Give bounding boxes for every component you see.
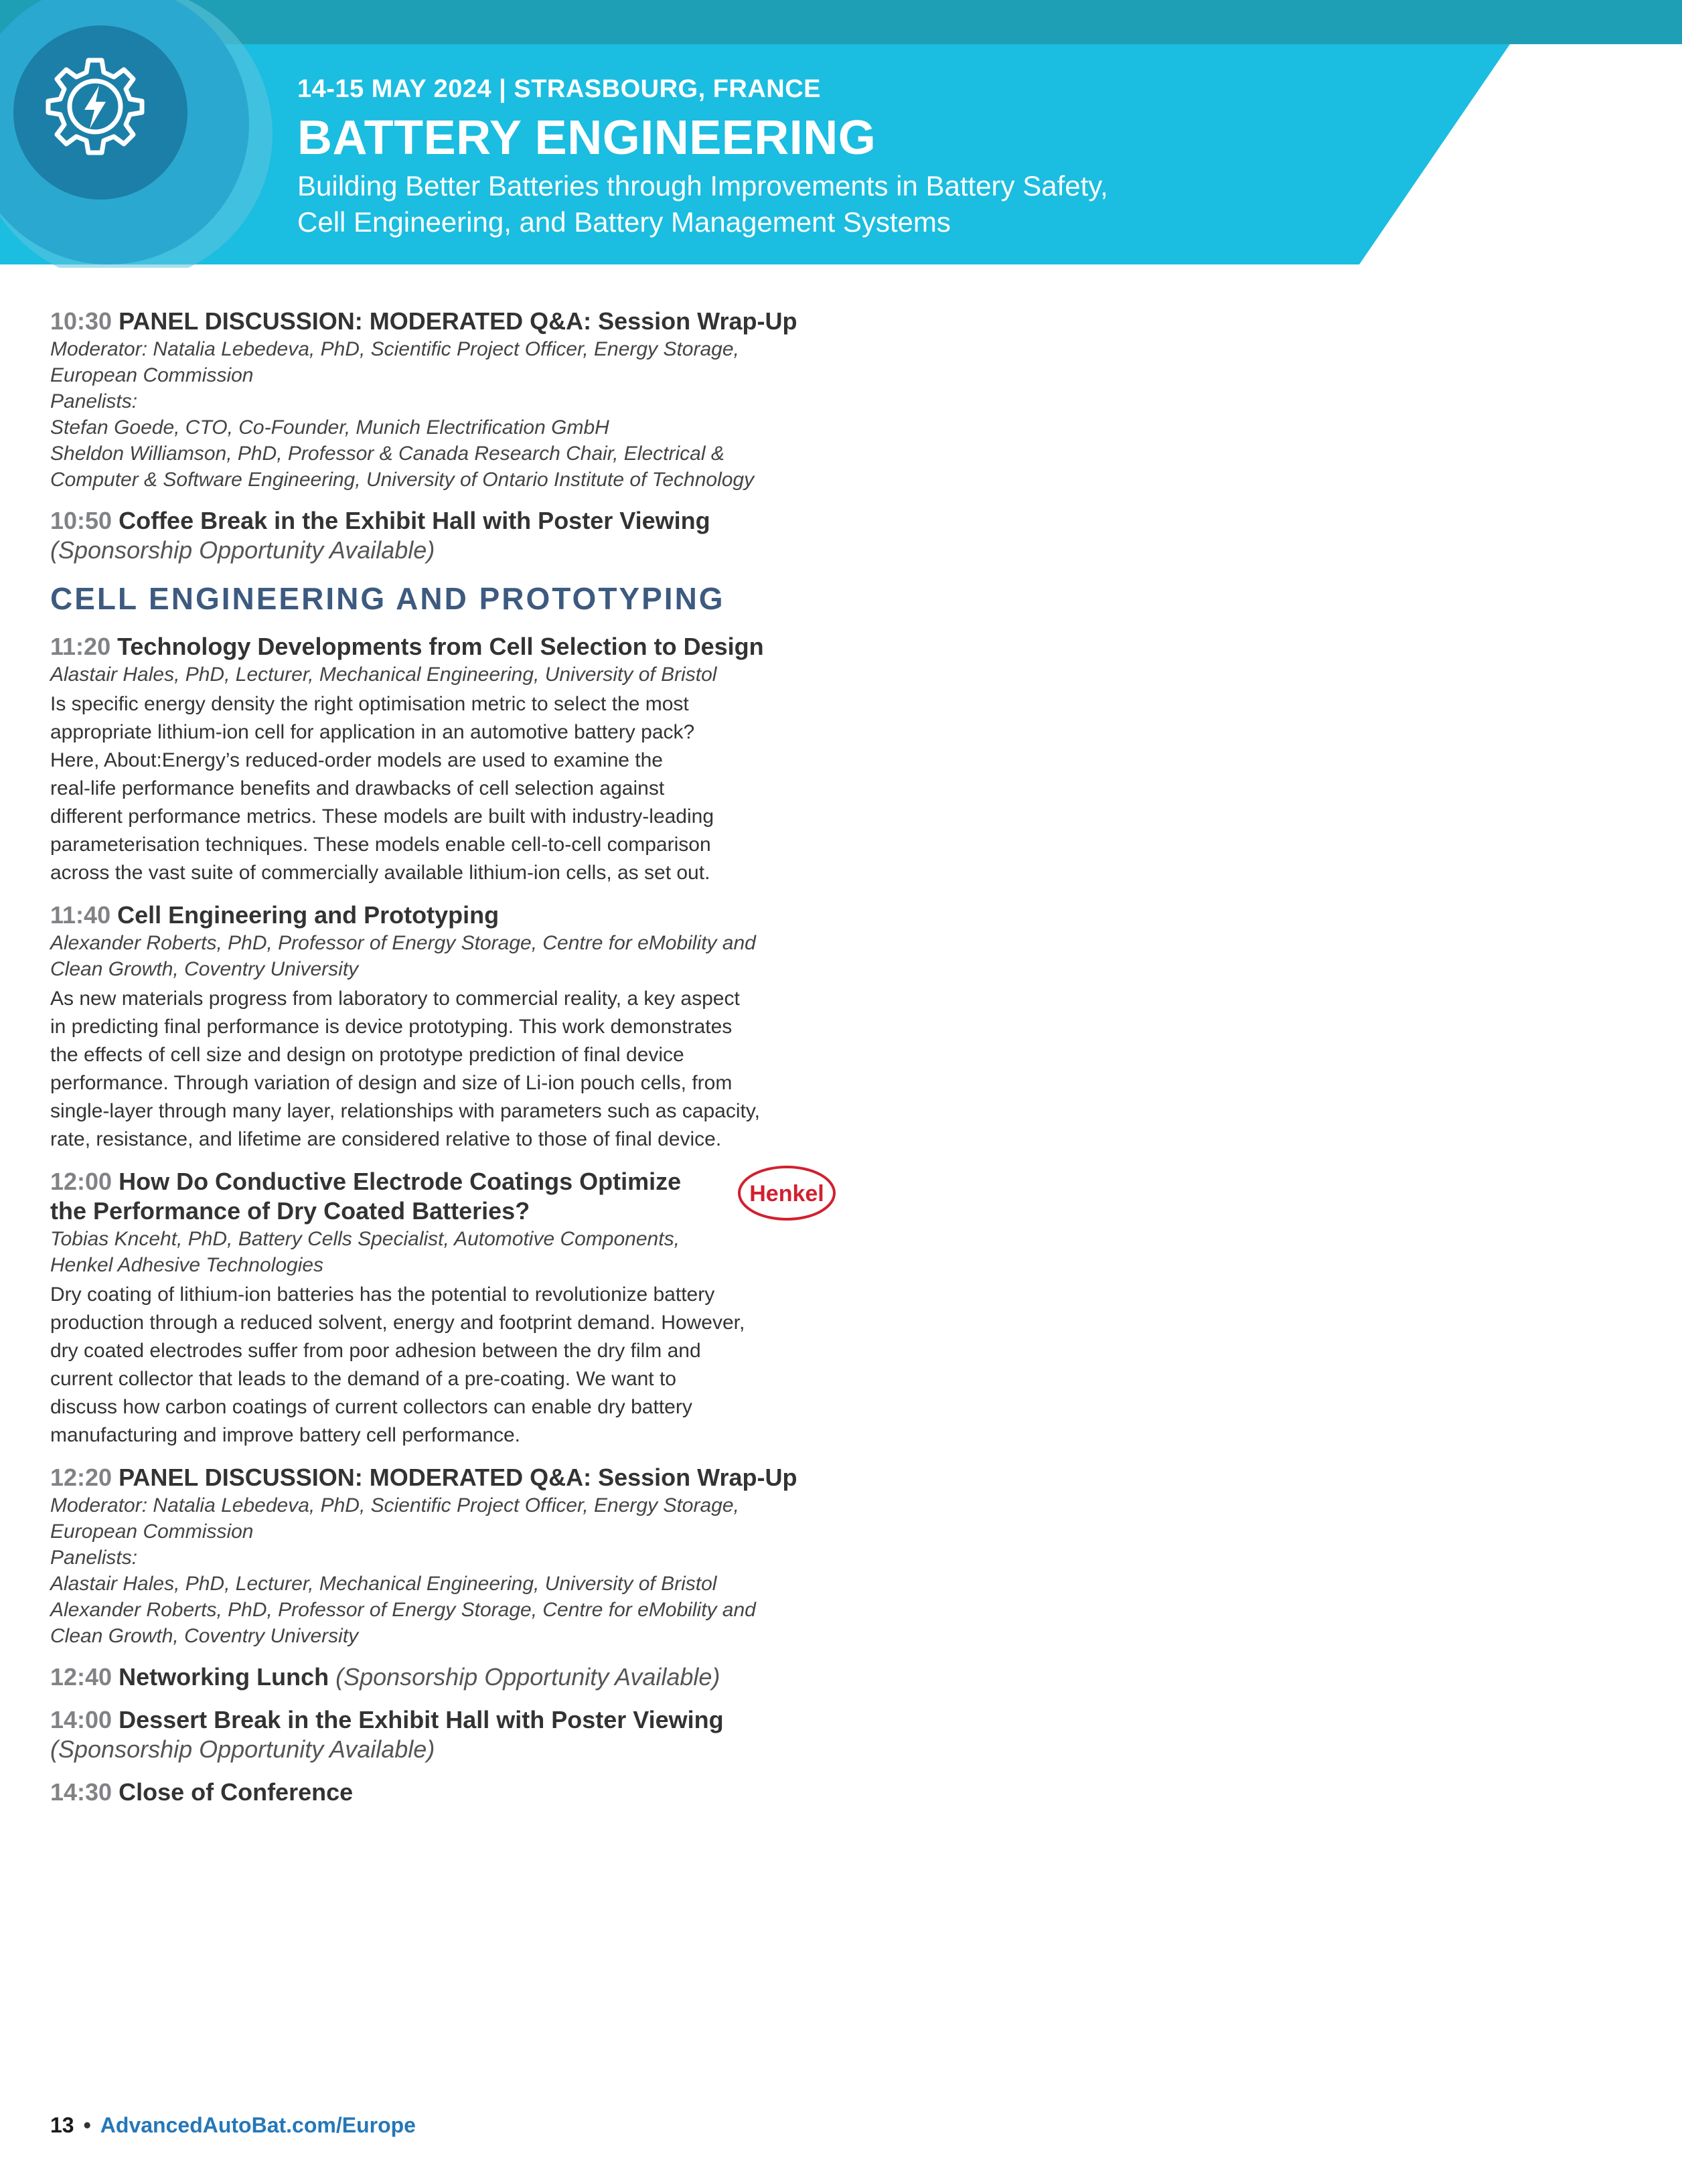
speaker-line: European Commission: [50, 1520, 254, 1543]
agenda-content: [50, 307, 837, 1820]
speaker-line: Clean Growth, Coventry University: [50, 1625, 359, 1647]
session-time: 10:30: [50, 307, 112, 335]
description-line: manufacturing and improve battery cell performance.: [50, 1424, 521, 1446]
session-time: 10:50: [50, 507, 112, 534]
session-time: 11:40: [50, 901, 111, 929]
session-title: Networking Lunch: [119, 1663, 329, 1691]
description-line: the effects of cell size and design on prototype prediction of final device: [50, 1044, 684, 1066]
section-heading: CELL ENGINEERING AND PROTOTYPING: [50, 581, 725, 616]
description-line: different performance metrics. These models are built with industry-leading: [50, 805, 714, 828]
speaker-line: Alexander Roberts, PhD, Professor of Energy Storage, Centre for eMobility and: [50, 1599, 756, 1621]
description-line: Here, About:Energy’s reduced-order models are used to examine the: [50, 749, 663, 771]
speaker-line: Alexander Roberts, PhD, Professor of Energy Storage, Centre for eMobility and: [50, 932, 756, 954]
page-footer: [50, 2113, 416, 2138]
agenda-entry-1140: [50, 901, 837, 1154]
speaker-line: Tobias Knceht, PhD, Battery Cells Specialist, Automotive Components,: [50, 1228, 680, 1250]
agenda-entry-1400: [50, 1705, 837, 1764]
session-title: Cell Engineering and Prototyping: [117, 901, 500, 929]
session-time: 14:30: [50, 1778, 112, 1806]
speaker-line: Henkel Adhesive Technologies: [50, 1254, 324, 1276]
session-time: 14:00: [50, 1706, 112, 1733]
session-description: [50, 690, 837, 887]
agenda-entry-1200: [50, 1167, 837, 1450]
gear-lightning-icon: [42, 52, 149, 159]
top-bar: [0, 0, 1682, 44]
session-title: PANEL DISCUSSION: MODERATED Q&A: Session Wrap-Up: [119, 1464, 797, 1491]
agenda-entry-1220: [50, 1463, 837, 1649]
sponsorship-note: (Sponsorship Opportunity Available): [50, 1735, 435, 1763]
description-line: performance. Through variation of design and size of Li-ion pouch cells, from: [50, 1072, 733, 1094]
agenda-entry-1030: [50, 307, 837, 493]
session-title: Dessert Break in the Exhibit Hall with Poster Viewing: [119, 1706, 724, 1733]
session-title: PANEL DISCUSSION: MODERATED Q&A: Session Wrap-Up: [119, 307, 797, 335]
description-line: As new materials progress from laboratory to commercial reality, a key aspect: [50, 988, 740, 1010]
agenda-entry-1240: [50, 1662, 837, 1692]
session-description: [50, 1281, 837, 1450]
description-line: discuss how carbon coatings of current collectors can enable dry battery: [50, 1396, 692, 1418]
svg-text:Henkel: Henkel: [749, 1181, 824, 1206]
session-title: How Do Conductive Electrode Coatings Optimize: [119, 1168, 682, 1195]
sponsorship-note: (Sponsorship Opportunity Available): [50, 536, 435, 564]
event-title: BATTERY ENGINEERING: [297, 111, 876, 165]
description-line: Is specific energy density the right optimisation metric to select the most: [50, 693, 689, 715]
footer-bullet: •: [83, 2113, 91, 2137]
agenda-entry-1120: [50, 632, 837, 887]
description-line: appropriate lithium-ion cell for application in an automotive battery pack?: [50, 721, 695, 743]
event-subtitle-line2: Cell Engineering, and Battery Management Systems: [297, 206, 951, 238]
agenda-entry-1050: [50, 506, 837, 565]
session-description: [50, 985, 837, 1154]
description-line: in predicting final performance is device prototyping. This work demonstrates: [50, 1016, 733, 1038]
speaker-line: European Commission: [50, 364, 254, 386]
header-banner: [0, 0, 1682, 268]
website-link[interactable]: AdvancedAutoBat.com/Europe: [100, 2113, 416, 2137]
speaker-line: Clean Growth, Coventry University: [50, 958, 359, 980]
henkel-logo: [737, 1164, 837, 1222]
speaker-line: Stefan Goede, CTO, Co-Founder, Munich Electrification GmbH: [50, 416, 609, 439]
event-subtitle-line1: Building Better Batteries through Improvements in Battery Safety,: [297, 170, 1108, 202]
page-number: 13: [50, 2113, 74, 2137]
description-line: rate, resistance, and lifetime are considered relative to those of final device.: [50, 1128, 722, 1150]
speaker-line: Moderator: Natalia Lebedeva, PhD, Scientific Project Officer, Energy Storage,: [50, 1494, 739, 1516]
speaker-line: Sheldon Williamson, PhD, Professor & Canada Research Chair, Electrical &: [50, 443, 724, 465]
session-time: 12:40: [50, 1663, 112, 1691]
description-line: Dry coating of lithium-ion batteries has the potential to revolutionize battery: [50, 1283, 715, 1306]
agenda-entry-1430: [50, 1778, 837, 1807]
description-line: dry coated electrodes suffer from poor adhesion between the dry film and: [50, 1340, 701, 1362]
speaker-line: Panelists:: [50, 1547, 138, 1569]
session-title: Technology Developments from Cell Selection to Design: [117, 633, 764, 660]
session-time: 11:20: [50, 633, 111, 660]
description-line: real-life performance benefits and drawbacks of cell selection against: [50, 777, 665, 799]
sponsorship-note: (Sponsorship Opportunity Available): [335, 1663, 720, 1691]
description-line: current collector that leads to the demand of a pre-coating. We want to: [50, 1368, 676, 1390]
event-date-location: 14-15 MAY 2024 | STRASBOURG, FRANCE: [297, 75, 822, 103]
description-line: production through a reduced solvent, energy and footprint demand. However,: [50, 1312, 745, 1334]
speaker-line: Moderator: Natalia Lebedeva, PhD, Scientific Project Officer, Energy Storage,: [50, 338, 739, 360]
speaker-line: Computer & Software Engineering, University of Ontario Institute of Technology: [50, 469, 755, 491]
speaker-line: Panelists:: [50, 390, 138, 412]
speaker-line: Alastair Hales, PhD, Lecturer, Mechanical Engineering, University of Bristol: [50, 664, 717, 686]
description-line: single-layer through many layer, relationships with parameters such as capacity,: [50, 1100, 760, 1122]
session-title: Close of Conference: [119, 1778, 354, 1806]
description-line: parameterisation techniques. These models enable cell-to-cell comparison: [50, 834, 711, 856]
session-time: 12:20: [50, 1464, 112, 1491]
description-line: across the vast suite of commercially available lithium-ion cells, as set out.: [50, 862, 710, 884]
session-title-line2: the Performance of Dry Coated Batteries?: [50, 1197, 530, 1225]
session-title: Coffee Break in the Exhibit Hall with Poster Viewing: [119, 507, 710, 534]
session-time: 12:00: [50, 1168, 112, 1195]
speaker-line: Alastair Hales, PhD, Lecturer, Mechanical Engineering, University of Bristol: [50, 1573, 717, 1595]
